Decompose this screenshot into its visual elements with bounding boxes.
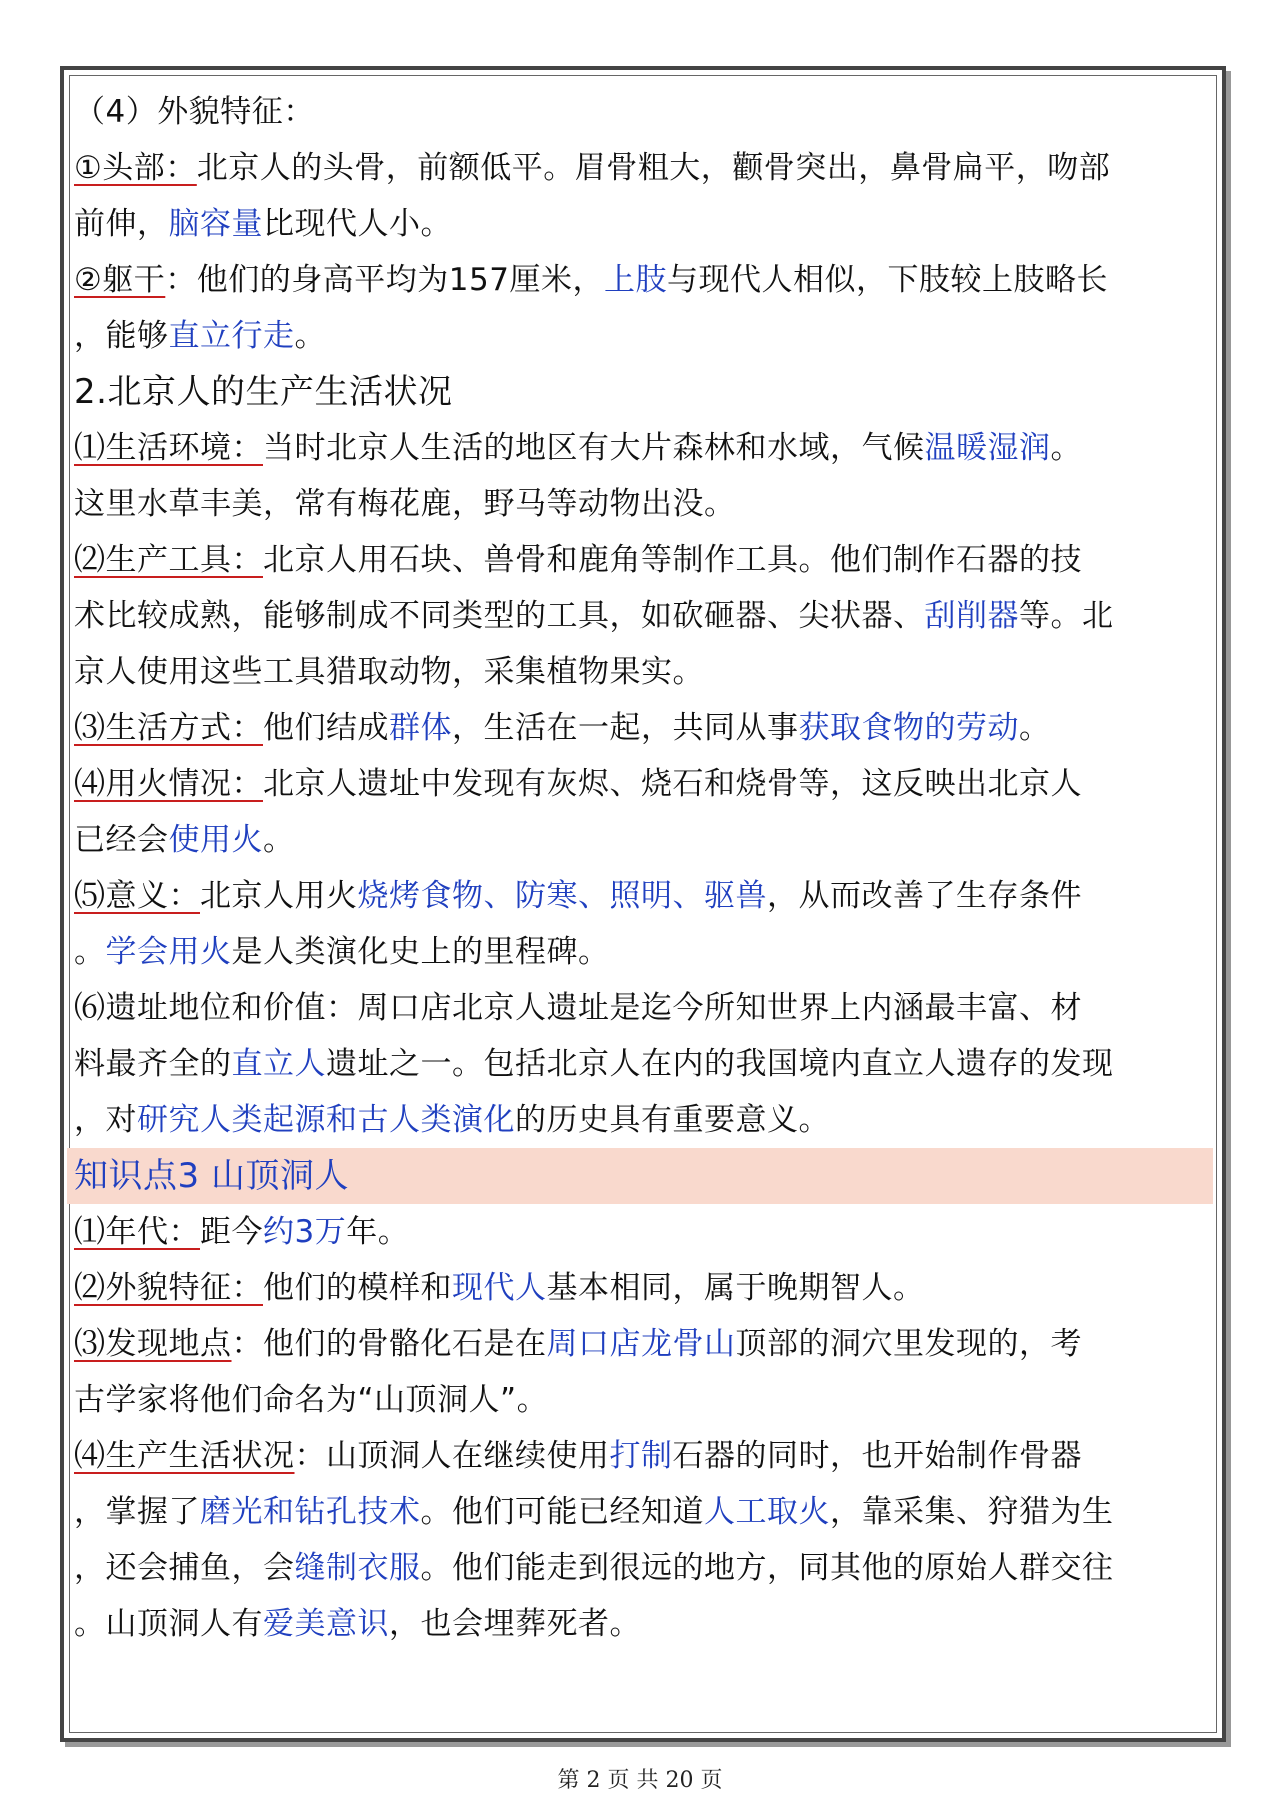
key-term: 直立行走: [168, 318, 295, 354]
text-segment: 2.北京人的生产生活状况: [74, 372, 453, 412]
subheading-label: ⑴生活环境：: [74, 430, 263, 466]
text-segment: ，靠采集、狩猎为生: [830, 1494, 1114, 1530]
text-line: [74, 196, 1210, 252]
text-segment: 的历史具有重要意义。: [515, 1102, 830, 1138]
text-segment: ：他们的身高平均为157厘米，: [165, 262, 604, 298]
text-line: [74, 1372, 1210, 1428]
key-term: 爱美意识: [263, 1606, 389, 1642]
text-line: [74, 1036, 1210, 1092]
text-segment: 已经会: [74, 822, 169, 858]
text-segment: 。: [1019, 710, 1051, 746]
subheading-label: ⑵生产工具：: [74, 542, 263, 578]
subheading-label: ⑶发现地点: [74, 1326, 232, 1362]
text-segment: 年。: [346, 1214, 410, 1250]
text-line: [74, 1316, 1210, 1372]
text-segment: 比现代人小。: [263, 206, 452, 242]
key-term: 磨光和钻孔技术: [200, 1494, 421, 1530]
text-segment: 京人使用这些工具猎取动物，采集植物果实。: [74, 654, 704, 690]
key-term: 温暖湿润: [924, 430, 1051, 466]
subheading-label: ⑸意义：: [74, 878, 200, 914]
key-term: 周口店龙骨山: [546, 1326, 736, 1362]
text-line: [74, 868, 1210, 924]
text-line: [74, 1092, 1210, 1148]
text-line: [74, 1428, 1210, 1484]
text-line: [74, 980, 1210, 1036]
text-line: [74, 1540, 1210, 1596]
text-line: [74, 1148, 1210, 1204]
text-segment: 是人类演化史上的里程碑。: [231, 934, 610, 970]
text-segment: ，也会埋葬死者。: [389, 1606, 641, 1642]
text-segment: （4）外貌特征：: [74, 94, 315, 130]
text-line: [74, 364, 1210, 420]
key-term: 上肢: [603, 262, 667, 298]
text-segment: 北京人遗址中发现有灰烬、烧石和烧骨等，这反映出北京人: [263, 766, 1082, 802]
text-segment: 古学家将他们命名为“山顶洞人”。: [74, 1382, 549, 1418]
text-line: [74, 644, 1210, 700]
text-line: [74, 756, 1210, 812]
text-segment: 。他们能走到很远的地方，同其他的原始人群交往: [420, 1550, 1114, 1586]
text-segment: ：山顶洞人在继续使用: [294, 1438, 610, 1474]
key-term: 脑容量: [168, 206, 263, 242]
text-line: [74, 252, 1210, 308]
text-segment: ，对: [74, 1102, 137, 1138]
text-line: [74, 1484, 1210, 1540]
text-segment: 北京人用火: [200, 878, 358, 914]
key-term: 烧烤食物、防寒、照明、驱兽: [357, 878, 767, 914]
text-segment: 距今: [200, 1214, 263, 1250]
text-segment: 料最齐全的: [74, 1046, 232, 1082]
text-line: [74, 1204, 1210, 1260]
text-line: [74, 476, 1210, 532]
key-term: 打制: [609, 1438, 673, 1474]
key-term: 现代人: [452, 1270, 547, 1306]
page-footer: 第 2 页 共 20 页: [557, 1768, 723, 1793]
text-line: [74, 812, 1210, 868]
key-term: 约3万: [263, 1214, 347, 1250]
text-segment: ，掌握了: [74, 1494, 200, 1530]
subheading-label: ⑷生产生活状况: [74, 1438, 295, 1474]
text-segment: 前伸，: [74, 206, 169, 242]
text-line: [74, 700, 1210, 756]
text-line: [74, 308, 1210, 364]
text-segment: 。: [1050, 430, 1082, 466]
text-segment: ⑹遗址地位和价值：周口店北京人遗址是迄今所知世界上内涵最丰富、材: [74, 990, 1082, 1026]
text-segment: 北京人的头骨，前额低平。眉骨粗大，颧骨突出，鼻骨扁平，吻部: [196, 150, 1111, 186]
text-segment: ，从而改善了生存条件: [767, 878, 1082, 914]
key-term: 获取食物的劳动: [798, 710, 1019, 746]
text-line: [74, 924, 1210, 980]
text-line: [74, 1260, 1210, 1316]
text-segment: ，还会捕鱼，会: [74, 1550, 295, 1586]
text-line: [74, 1596, 1210, 1652]
text-segment: 基本相同，属于晚期智人。: [546, 1270, 925, 1306]
key-term: 人工取火: [704, 1494, 830, 1530]
section-title: 知识点3 山顶洞人: [74, 1156, 349, 1196]
text-line: [74, 140, 1210, 196]
text-segment: 与现代人相似，下肢较上肢略长: [666, 262, 1108, 298]
text-segment: 。: [263, 822, 295, 858]
text-segment: 。: [294, 318, 326, 354]
key-term: 使用火: [168, 822, 263, 858]
text-segment: 。山顶洞人有: [74, 1606, 263, 1642]
text-segment: ，能够: [74, 318, 169, 354]
key-term: 学会用火: [105, 934, 232, 970]
subheading-label: ⑵外貌特征：: [74, 1270, 263, 1306]
text-segment: ：他们的骨骼化石是在: [231, 1326, 547, 1362]
text-segment: 。他们可能已经知道: [420, 1494, 704, 1530]
subheading-label: ⑶生活方式：: [74, 710, 263, 746]
text-line: [74, 588, 1210, 644]
subheading-label: ⑴年代：: [74, 1214, 200, 1250]
subheading-label: ②躯干: [74, 262, 166, 298]
text-segment: ，生活在一起，共同从事: [452, 710, 799, 746]
key-term: 群体: [389, 710, 452, 746]
text-segment: 这里水草丰美，常有梅花鹿，野马等动物出没。: [74, 486, 736, 522]
key-term: 刮削器: [924, 598, 1019, 634]
text-segment: 顶部的洞穴里发现的，考: [735, 1326, 1082, 1362]
key-term: 研究人类起源和古人类演化: [137, 1102, 515, 1138]
document-body: [74, 84, 1210, 1652]
text-segment: 遗址之一。包括北京人在内的我国境内直立人遗存的发现: [326, 1046, 1114, 1082]
text-segment: 他们结成: [263, 710, 389, 746]
subheading-label: ⑷用火情况：: [74, 766, 263, 802]
text-segment: 。: [74, 934, 106, 970]
key-term: 缝制衣服: [294, 1550, 421, 1586]
text-segment: 北京人用石块、兽骨和鹿角等制作工具。他们制作石器的技: [263, 542, 1082, 578]
text-line: [74, 420, 1210, 476]
text-line: [74, 532, 1210, 588]
text-segment: 当时北京人生活的地区有大片森林和水域，气候: [263, 430, 925, 466]
text-segment: 石器的同时，也开始制作骨器: [672, 1438, 1082, 1474]
text-segment: 术比较成熟，能够制成不同类型的工具，如砍砸器、尖状器、: [74, 598, 925, 634]
text-segment: 等。北: [1019, 598, 1114, 634]
text-line: [74, 84, 1210, 140]
key-term: 直立人: [231, 1046, 326, 1082]
subheading-label: ①头部：: [74, 150, 197, 186]
text-segment: 他们的模样和: [263, 1270, 452, 1306]
